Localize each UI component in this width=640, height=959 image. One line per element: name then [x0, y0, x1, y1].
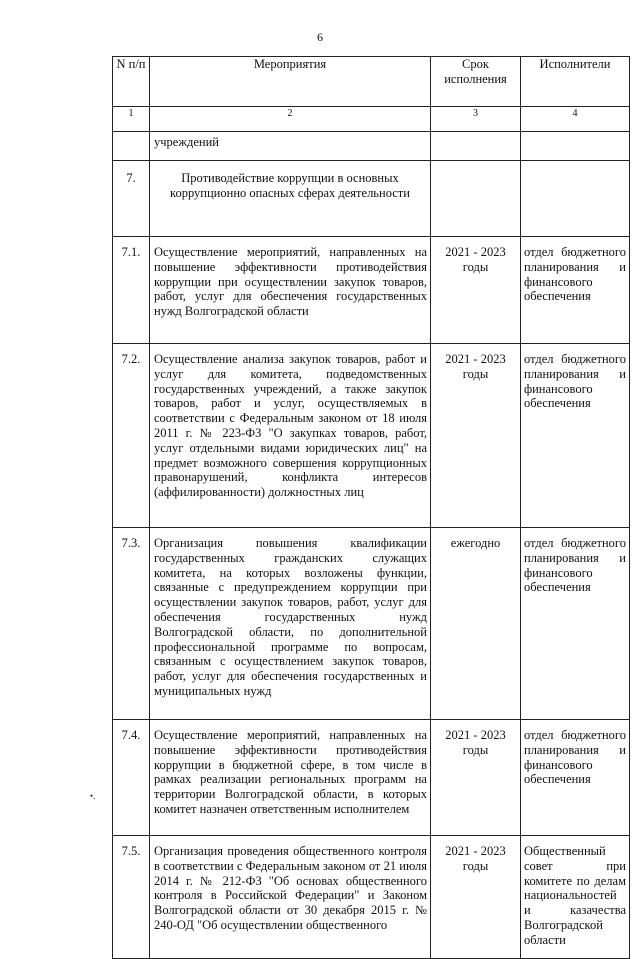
- row-term: 2021 - 2023 годы: [431, 344, 521, 528]
- row-activity: Осуществление мероприятий, направленных на повышение эффективности противодействия коррупции в бюджетной сфере, в том числе в рамках реализации региональных программ на территории Волгоградской области, в которых комитет назначен ответственным исполнителем: [150, 720, 431, 836]
- header-activities: Мероприятия: [150, 57, 431, 107]
- continuation-row: [113, 132, 630, 161]
- header-term: Срок исполнения: [431, 57, 521, 107]
- section-title: Противодействие коррупции в основных коррупционно опасных сферах деятельности: [150, 161, 431, 237]
- table-row: [113, 720, 630, 836]
- continuation-text: учреждений: [150, 132, 431, 161]
- column-number-row: [113, 107, 630, 132]
- column-number: 1: [113, 107, 150, 132]
- row-term: 2021 - 2023 годы: [431, 720, 521, 836]
- row-activity: Организация повышения квалификации государственных гражданских служащих комитета, на которых возложены функции, связанные с предупреждением коррупции при осуществлении закупок товаров, работ, услуг для обеспечения государственных нужд Волгоградской области, по дополнительной профессиональной программе по вопросам, связанным с осуществлением закупок товаров, работ, услуг для обеспечения государственных и муниципальных нужд: [150, 528, 431, 720]
- measures-table: [112, 56, 630, 959]
- row-activity: Осуществление мероприятий, направленных на повышение эффективности противодействия коррупции при осуществлении закупок товаров, работ, услуг для обеспечения государственных нужд Волгоградской области: [150, 237, 431, 344]
- row-term: 2021 - 2023 годы: [431, 836, 521, 959]
- row-number: 7.4.: [113, 720, 150, 836]
- row-number: 7.3.: [113, 528, 150, 720]
- row-number: 7.1.: [113, 237, 150, 344]
- column-number: 3: [431, 107, 521, 132]
- column-number: 4: [521, 107, 630, 132]
- scan-speck: .: [128, 229, 131, 239]
- row-executor: отдел бюджетного планирования и финансового обеспечения: [521, 528, 630, 720]
- table-row: [113, 344, 630, 528]
- row-executor: Общественный совет при комитете по делам национальностей и казачества Волгоградской области: [521, 836, 630, 959]
- header-number: N п/п: [113, 57, 150, 107]
- row-activity: Осуществление анализа закупок товаров, работ и услуг для комитета, подведомственных государственных учреждений, а также закупок товаров, работ и услуг, осуществляемых в соответствии с Федеральным законом от 18 июля 2011 г. № 223-ФЗ "О закупках товаров, работ, услуг отдельными видами юридических лиц" на предмет возможного совершения коррупционных правонарушений, конфликта интересов (аффилированности) должностных лиц: [150, 344, 431, 528]
- row-number: 7.5.: [113, 836, 150, 959]
- column-number: 2: [150, 107, 431, 132]
- scan-speck: •.: [90, 791, 96, 801]
- table-row: [113, 528, 630, 720]
- row-executor: отдел бюджетного планирования и финансового обеспечения: [521, 720, 630, 836]
- row-term: ежегодно: [431, 528, 521, 720]
- row-executor: отдел бюджетного планирования и финансового обеспечения: [521, 237, 630, 344]
- section-row: [113, 161, 630, 237]
- page-number: 6: [317, 30, 323, 44]
- table-header-row: [113, 57, 630, 107]
- row-executor: отдел бюджетного планирования и финансового обеспечения: [521, 344, 630, 528]
- table-row: [113, 836, 630, 959]
- row-number: 7.2.: [113, 344, 150, 528]
- row-term: 2021 - 2023 годы: [431, 237, 521, 344]
- section-number: 7.: [113, 161, 150, 237]
- row-activity: Организация проведения общественного контроля в соответствии с Федеральным законом от 21 июля 2014 г. № 212-ФЗ "Об основах общественного контроля в Российской Федерации" и Законом Волгоградской области от 30 декабря 2015 г. № 240-ОД "Об осуществлении общественного: [150, 836, 431, 959]
- table-row: [113, 237, 630, 344]
- header-executors: Исполнители: [521, 57, 630, 107]
